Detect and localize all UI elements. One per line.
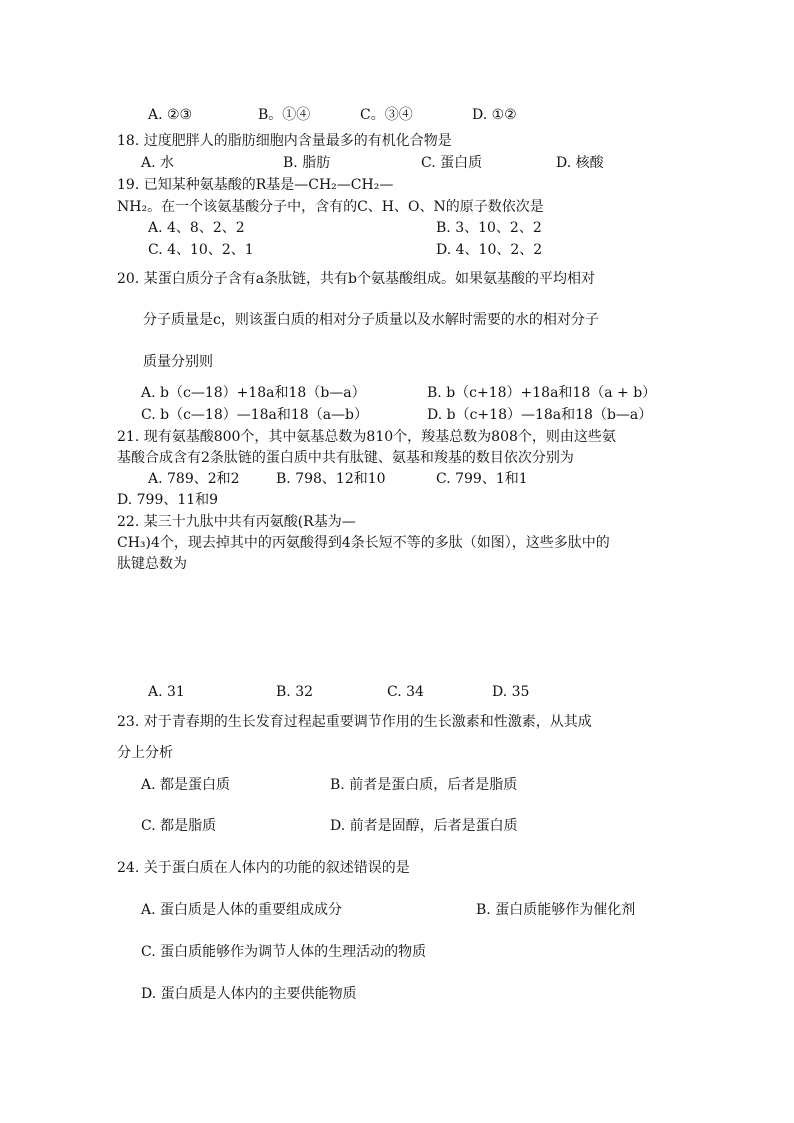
q20-stem-line1: 20. 某蛋白质分子含有a条肽链，共有b个氨基酸组成。如果氨基酸的平均相对: [117, 271, 596, 287]
q20-option-d: D. b（c+18）—18a和18（b—a）: [427, 407, 653, 423]
q22-stem-line2: CH₃)4个，现去掉其中的丙氨酸得到4条长短不等的多肽（如图），这些多肽中的: [117, 535, 610, 551]
q17-option-d: D. ①②: [472, 107, 517, 123]
q19-option-a: A. 4、8、2、2: [148, 220, 245, 236]
q18-option-d: D. 核酸: [556, 155, 604, 171]
q24-option-b: B. 蛋白质能够作为催化剂: [476, 902, 636, 918]
q23-stem-line2: 分上分析: [117, 745, 173, 761]
q23-option-c: C. 都是脂质: [141, 818, 217, 834]
q19-option-b: B. 3、10、2、2: [436, 220, 542, 236]
q23-stem-line1: 23. 对于青春期的生长发育过程起重要调节作用的生长激素和性激素，从其成: [117, 714, 592, 730]
q19-stem-line1: 19. 已知某种氨基酸的R基是—CH₂—CH₂—: [117, 177, 394, 193]
q21-option-b: B. 798、12和10: [276, 471, 386, 487]
q18-option-b: B. 脂肪: [283, 155, 331, 171]
q17-option-a: A. ②③: [148, 107, 193, 123]
q24-stem: 24. 关于蛋白质在人体内的功能的叙述错误的是: [117, 860, 410, 876]
q17-option-b: B。①④: [258, 107, 311, 123]
q21-option-c: C. 799、1和1: [436, 471, 528, 487]
q21-option-d: D. 799、11和9: [117, 492, 219, 508]
q21-stem-line2: 基酸合成含有2条肽链的蛋白质中共有肽键、氨基和羧基的数目依次分别为: [117, 450, 574, 466]
q20-option-b: B. b（c+18）+18a和18（a + b）: [427, 385, 657, 401]
q22-option-c: C. 34: [387, 684, 424, 700]
q19-stem-line2: NH₂。在一个该氨基酸分子中，含有的C、H、O、N的原子数依次是: [117, 199, 544, 215]
q24-option-a: A. 蛋白质是人体的重要组成成分: [141, 902, 343, 918]
q24-option-d: D. 蛋白质是人体内的主要供能物质: [141, 986, 357, 1002]
q20-stem-line3: 质量分别则: [143, 354, 213, 370]
q19-option-d: D. 4、10、2、2: [436, 242, 543, 258]
q22-option-d: D. 35: [492, 684, 530, 700]
q20-stem-line2: 分子质量是c，则该蛋白质的相对分子质量以及水解时需要的水的相对分子: [143, 312, 599, 328]
q21-option-a: A. 789、2和2: [148, 471, 240, 487]
q23-option-a: A. 都是蛋白质: [141, 777, 231, 793]
q18-option-c: C. 蛋白质: [421, 155, 483, 171]
q21-stem-line1: 21. 现有氨基酸800个，其中氨基总数为810个，羧基总数为808个，则由这些氨: [117, 429, 616, 445]
q20-option-c: C. b（c—18）—18a和18（a—b）: [141, 407, 369, 423]
q18-option-a: A. 水: [141, 155, 175, 171]
q23-option-b: B. 前者是蛋白质，后者是脂质: [330, 777, 518, 793]
q19-option-c: C. 4、10、2、1: [148, 242, 254, 258]
q17-option-c: C。③④: [360, 107, 413, 123]
q23-option-d: D. 前者是固醇，后者是蛋白质: [330, 818, 518, 834]
q22-option-b: B. 32: [276, 684, 314, 700]
q22-stem-line3: 肽键总数为: [117, 556, 187, 572]
q24-option-c: C. 蛋白质能够作为调节人体的生理活动的物质: [141, 944, 427, 960]
q18-stem: 18. 过度肥胖人的脂肪细胞内含量最多的有机化合物是: [117, 133, 452, 149]
q20-option-a: A. b（c—18）+18a和18（b—a）: [141, 385, 366, 401]
q22-option-a: A. 31: [148, 684, 185, 700]
q22-stem-line1: 22. 某三十九肽中共有丙氨酸(R基为—: [117, 514, 356, 530]
